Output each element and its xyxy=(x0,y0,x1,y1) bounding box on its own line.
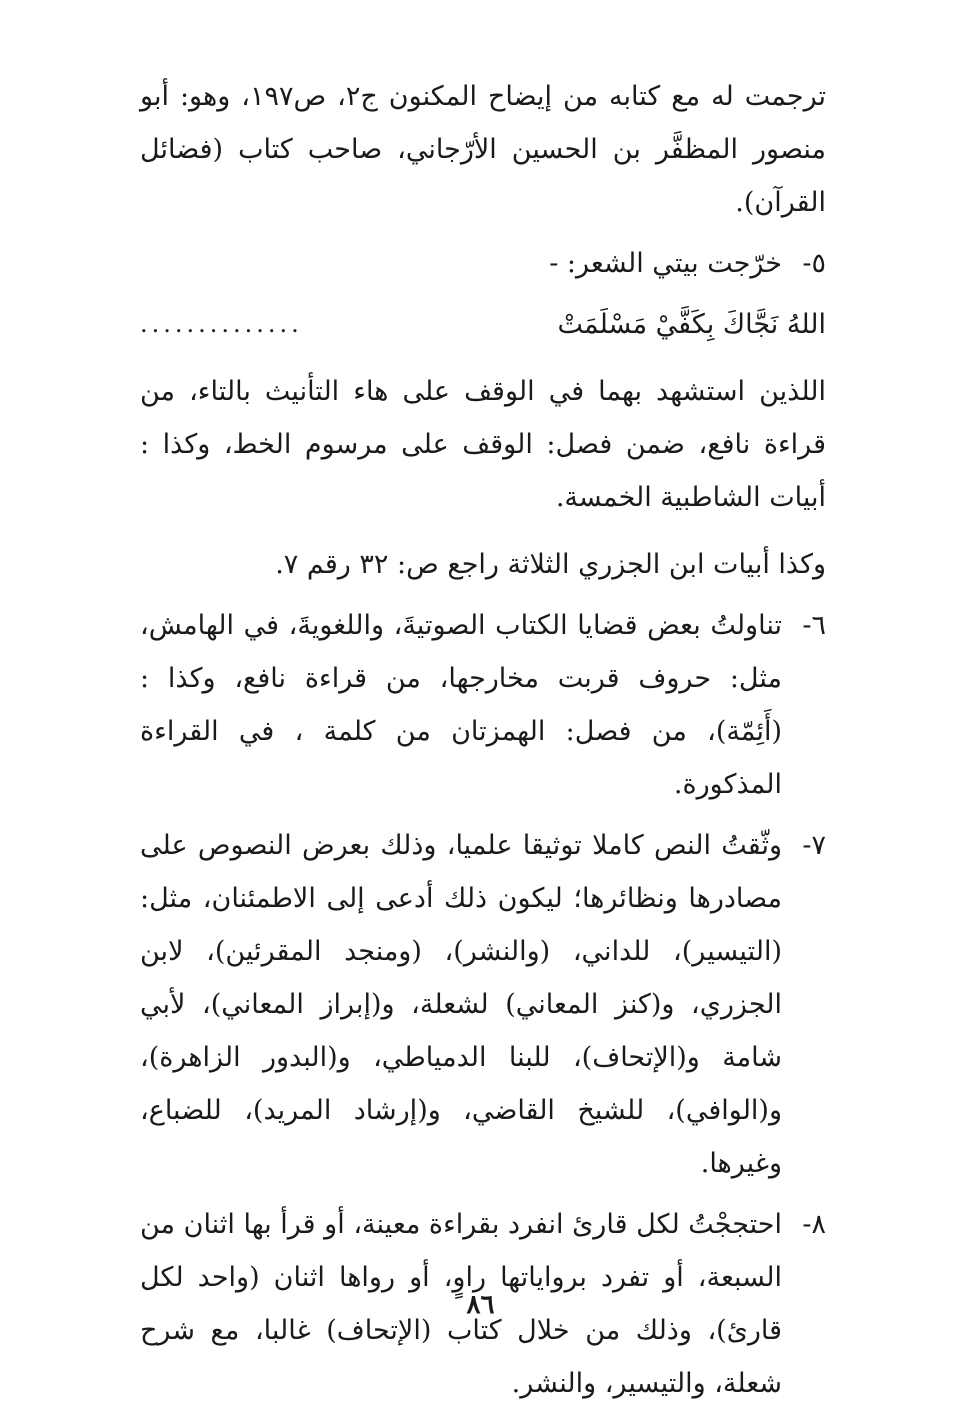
list-item-text: احتججْتُ لكل قارئ انفرد بقراءة معينة، أو قرأ بها اثنان من السبعة، أو تفرد برواياتها راوٍ، أو رواها اثنان (واحد لكل قارئ)، وذلك من خلال كتاب (الإتحاف) غالبا، مع شرح شعلة، والتيسير، والنشر. xyxy=(140,1209,782,1399)
list-item-7 xyxy=(140,819,826,1190)
list-item-text: وثّقتُ النص كاملا توثيقا علميا، وذلك بعرض النصوص على مصادرها ونظائرها؛ ليكون ذلك أدعى إلى الاطمئنان، مثل: (التيسير)، للداني، (والنشر)، (ومنجد المقرئين)، لابن الجزري، و(كنز المعاني) لشعلة، و(إبراز المعاني)، لأبي شامة و(الإتحاف)، للبنا الدمياطي، و(البدور الزاهرة)، و(الوافي)، للشيخ القاضي، و(إرشاد المريد)، للضباع، وغيرها. xyxy=(140,830,782,1179)
verse-omitted-hemistich: .............. xyxy=(140,310,303,338)
list-item-number: ٨- xyxy=(802,1209,826,1240)
list-item-number: ٧- xyxy=(802,830,826,861)
paragraph-biography-note: ترجمت له مع كتابه من إيضاح المكنون ج٢، ص١٩٧، وهو: أبو منصور المظفَّر بن الحسين الأرّجاني، صاحب كتاب (فضائل القرآن). xyxy=(140,81,826,218)
page-body xyxy=(140,70,826,1418)
paragraph-ibn-jazari-reference: وكذا أبيات ابن الجزري الثلاثة راجع ص: ٣٢ رقم ٧. xyxy=(275,549,826,580)
list-item-text: خرّجت بيتي الشعر: - xyxy=(549,248,782,279)
list-item-text: تناولتُ بعض قضايا الكتاب الصوتيةَ، واللغويةَ، في الهامش، مثل: حروف قربت مخارجها، من قراءة نافع، وكذا : (أَئِمّة)، من فصل: الهمزتان من كلمة ، في القراءة المذكورة. xyxy=(140,610,782,800)
list-item-6 xyxy=(140,599,826,811)
poetry-verse xyxy=(140,298,826,351)
list-item-number: ٥- xyxy=(802,248,826,279)
verse-first-hemistich: اللهُ نَجَّاكَ بِكَفَّيْ مَسْلَمَتْ xyxy=(557,309,826,340)
list-item-number: ٦- xyxy=(802,610,826,641)
page-number: ٨٦ xyxy=(466,1290,495,1320)
paragraph-verse-explanation: اللذين استشهد بهما في الوقف على هاء التأنيث بالتاء، من قراءة نافع، ضمن فصل: الوقف على مرسوم الخط، وكذا : أبيات الشاطبية الخمسة. xyxy=(140,376,826,513)
list-item-5 xyxy=(140,237,826,290)
